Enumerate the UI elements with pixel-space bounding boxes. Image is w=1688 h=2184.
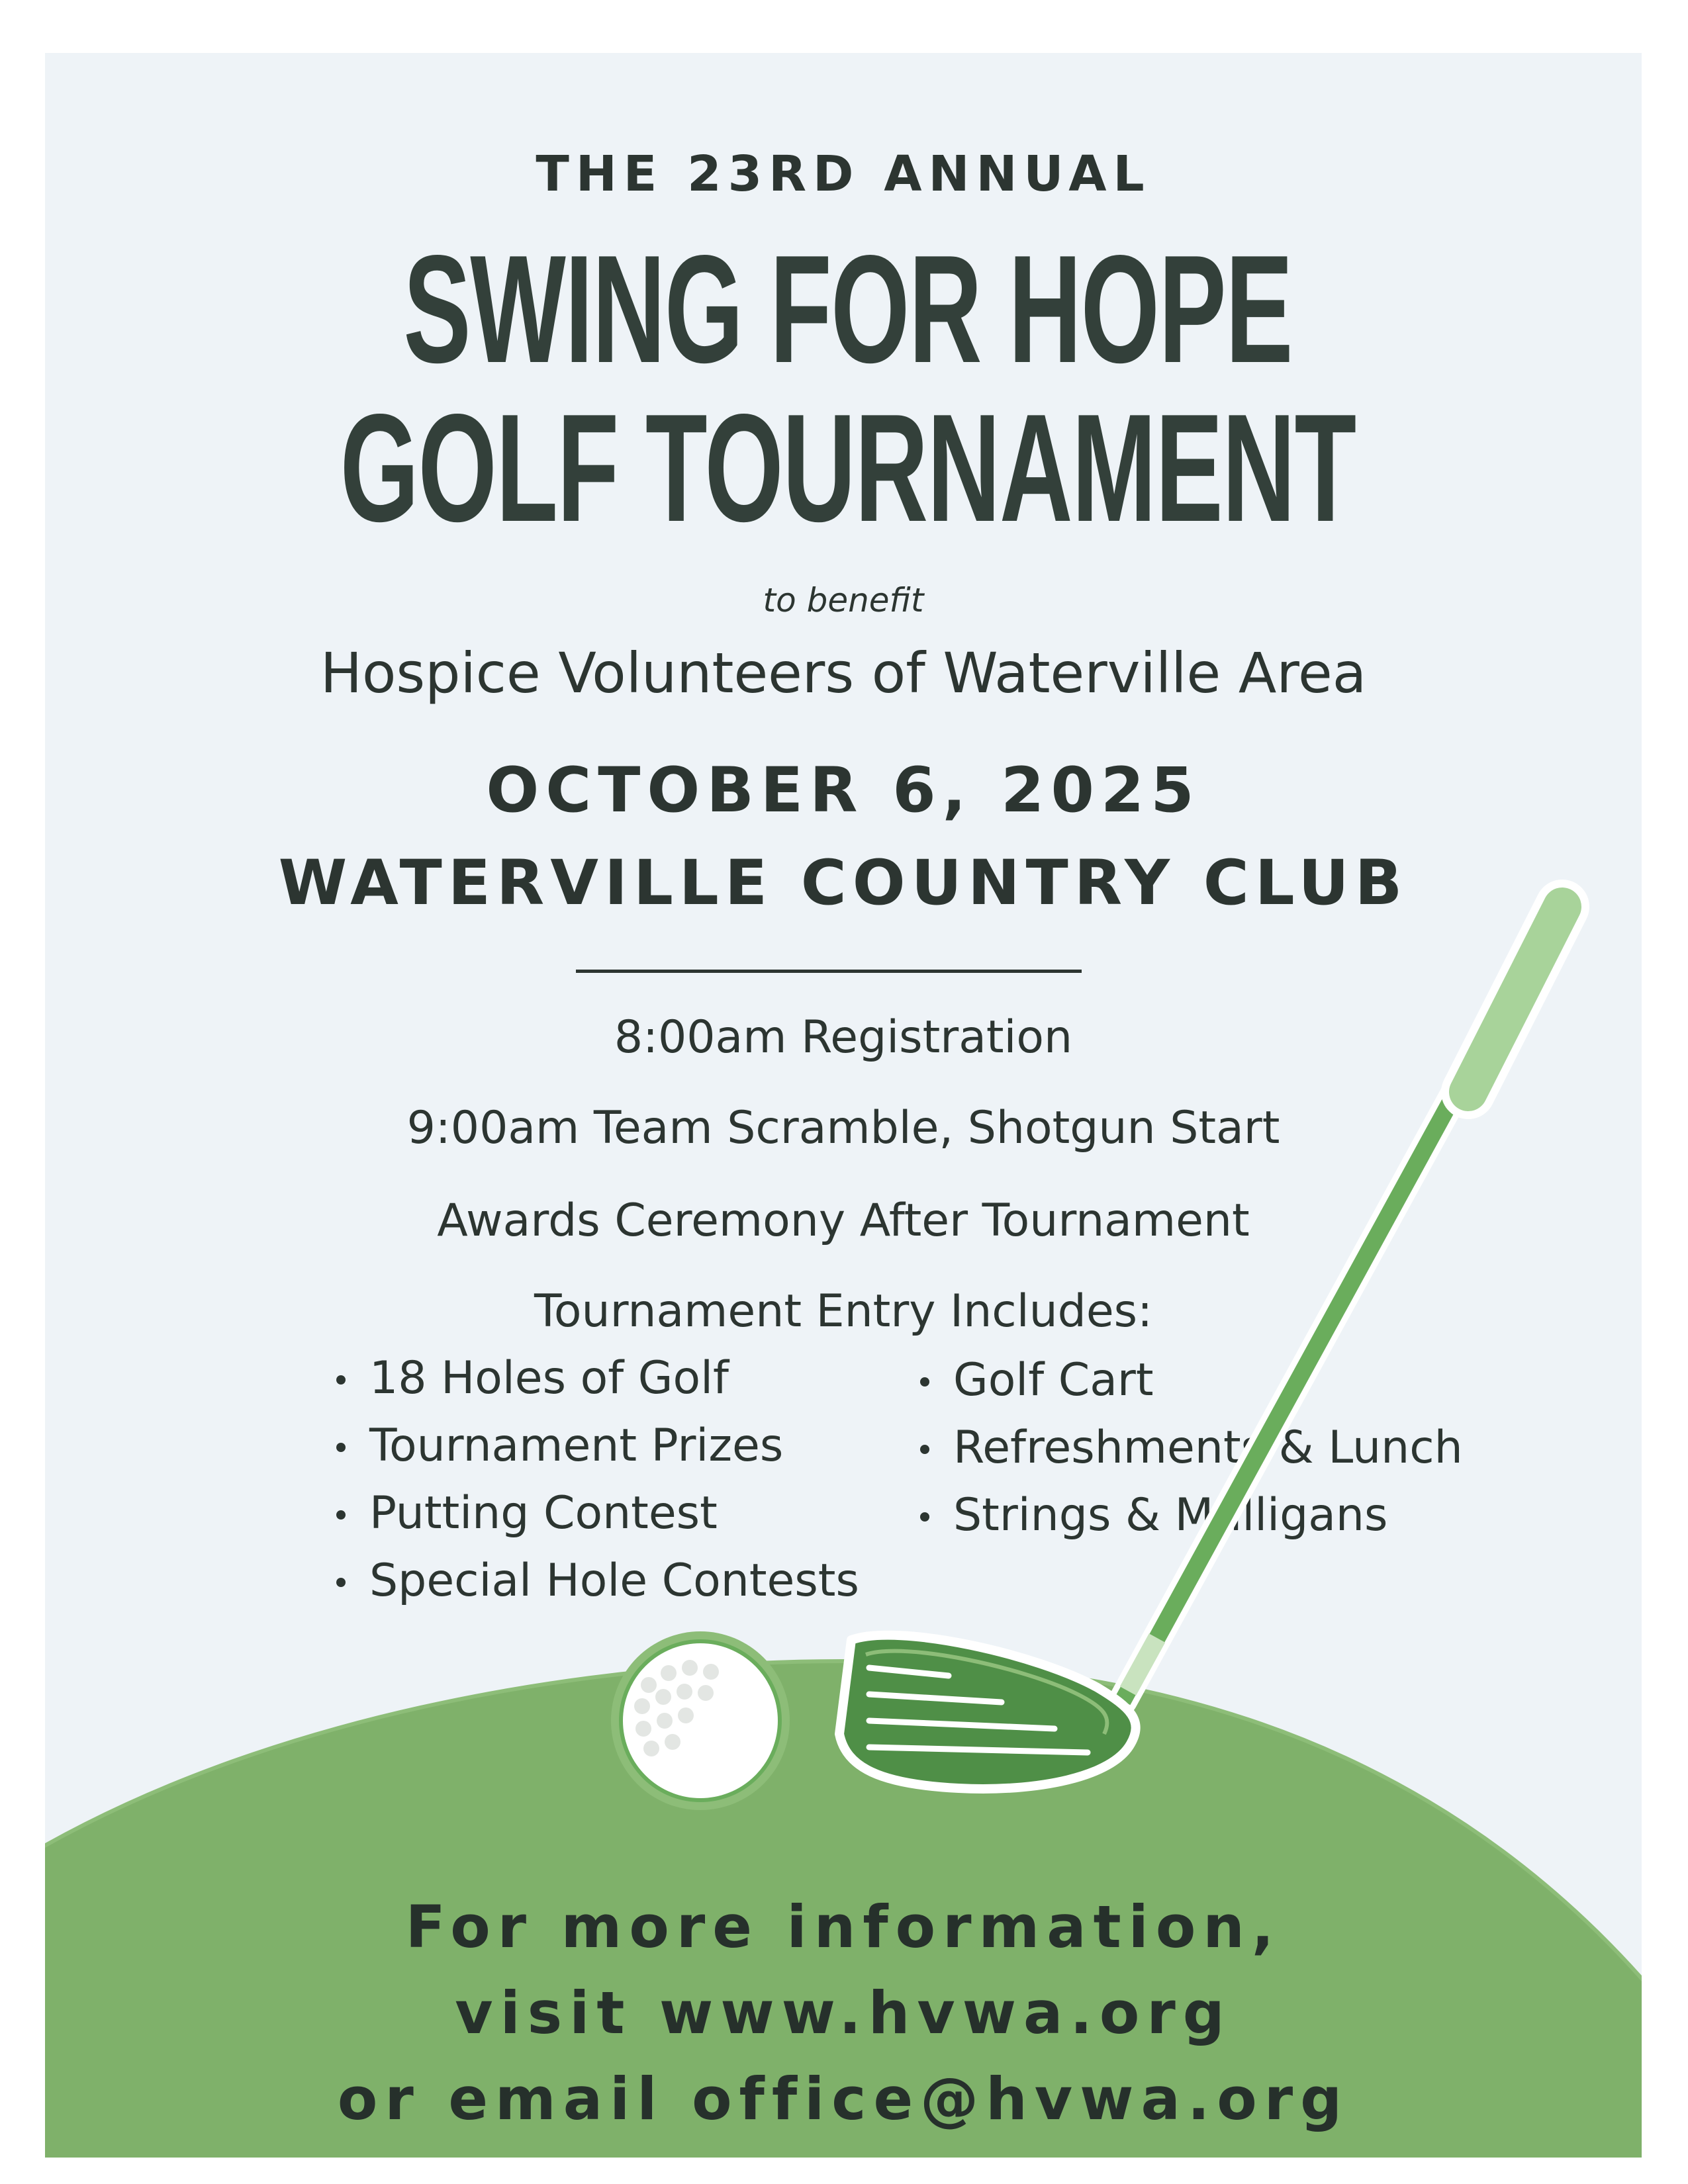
schedule-scramble: 9:00am Team Scramble, Shotgun Start bbox=[406, 1102, 1280, 1154]
flyer-sheet bbox=[45, 53, 1642, 2158]
info-line-1: For more information, bbox=[405, 1893, 1282, 1961]
kicker-heading: THE 23RD ANNUAL bbox=[536, 146, 1151, 203]
schedule-registration: 8:00am Registration bbox=[614, 1011, 1073, 1064]
event-title-line-2: GOLF TOURNAMENT bbox=[340, 383, 1356, 554]
entry-includes-heading: Tournament Entry Includes: bbox=[534, 1285, 1153, 1338]
event-title-line-1: SWING FOR HOPE bbox=[403, 224, 1293, 395]
event-date: OCTOBER 6, 2025 bbox=[486, 754, 1201, 827]
list-item: Special Hole Contests bbox=[336, 1547, 859, 1615]
list-item: Refreshments & Lunch bbox=[920, 1414, 1463, 1482]
list-item: Tournament Prizes bbox=[336, 1412, 859, 1480]
beneficiary-name: Hospice Volunteers of Waterville Area bbox=[320, 641, 1367, 705]
schedule-awards: Awards Ceremony After Tournament bbox=[437, 1195, 1250, 1247]
list-item: Golf Cart bbox=[920, 1347, 1463, 1414]
to-benefit-text: to benefit bbox=[763, 581, 924, 619]
list-item: Strings & Mulligans bbox=[920, 1482, 1463, 1549]
list-item: 18 Holes of Golf bbox=[336, 1345, 859, 1412]
list-item: Putting Contest bbox=[336, 1480, 859, 1547]
golf-ball-icon bbox=[45, 53, 1642, 2158]
info-email: or email office@hvwa.org bbox=[337, 2065, 1350, 2133]
event-venue: WATERVILLE COUNTRY CLUB bbox=[278, 847, 1409, 919]
info-website: visit www.hvwa.org bbox=[455, 1979, 1232, 2047]
